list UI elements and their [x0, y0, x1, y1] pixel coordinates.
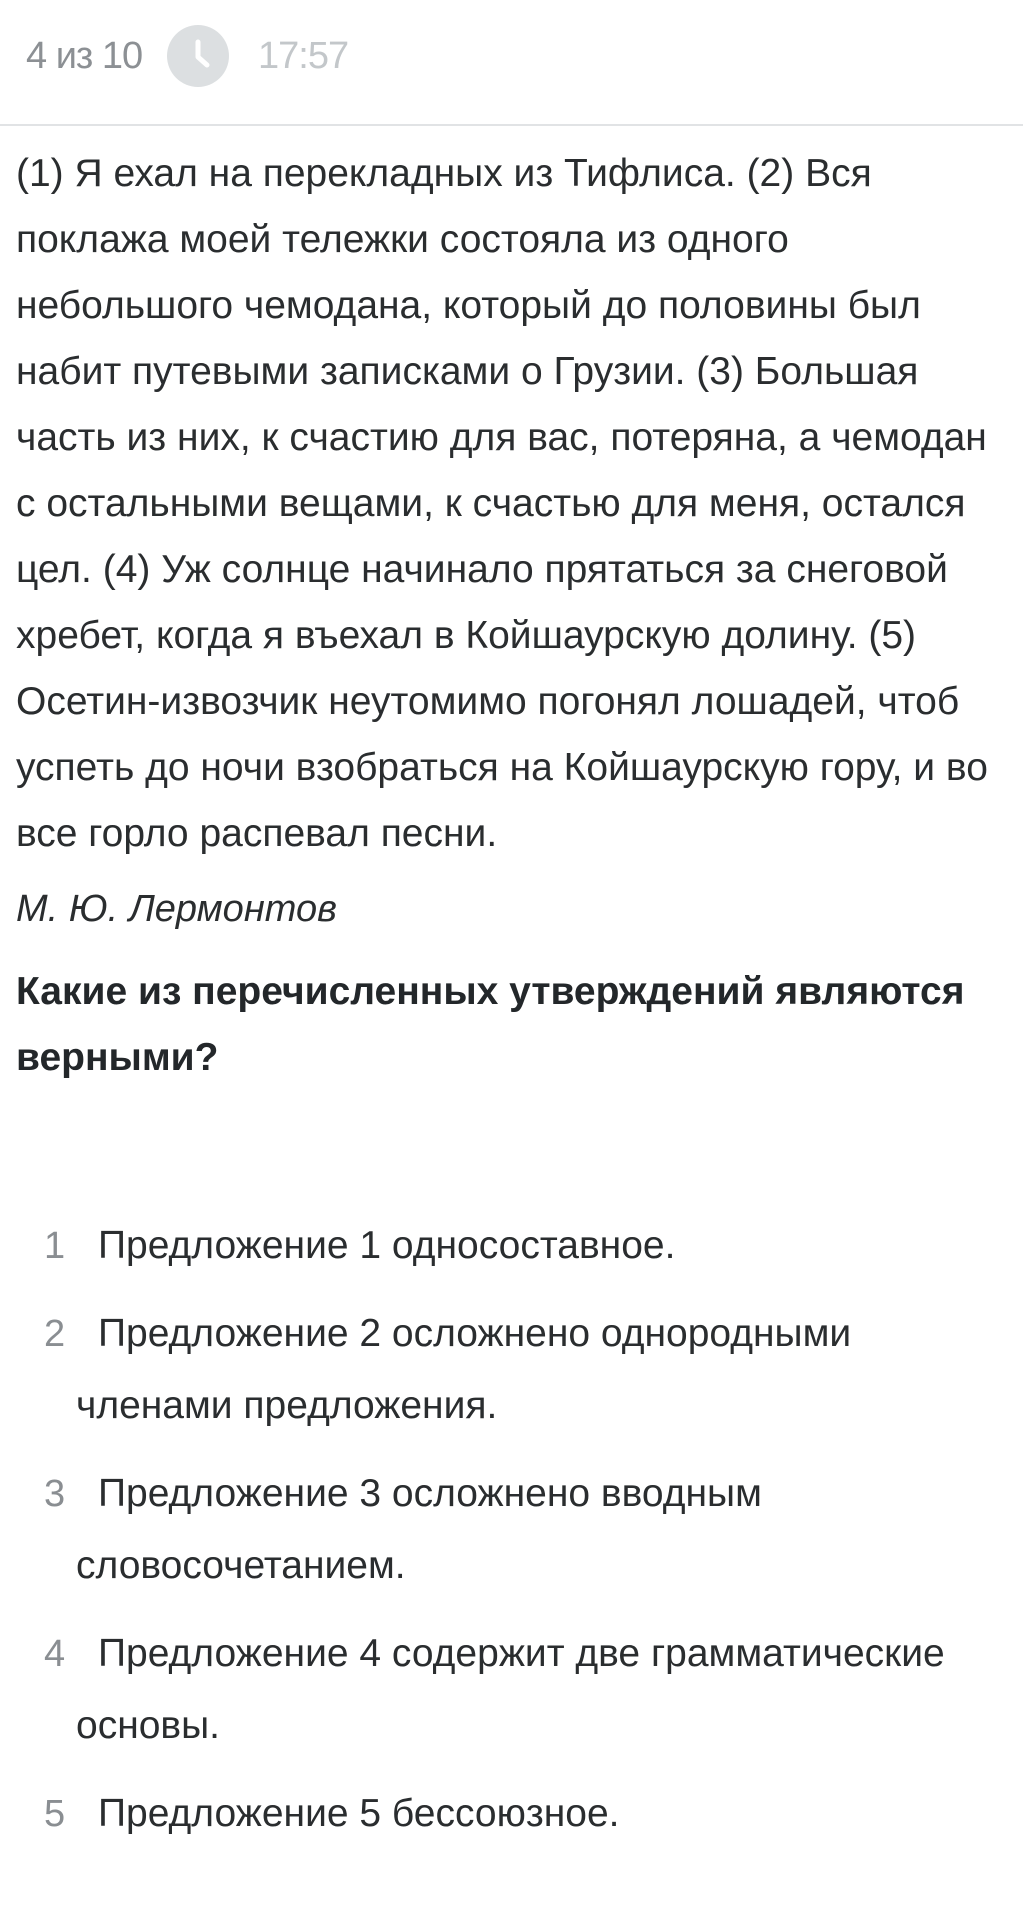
answer-option-5[interactable]	[0, 1778, 1023, 1850]
answer-option-1[interactable]	[0, 1210, 1023, 1282]
option-text: Предложение 1 односоставное.	[98, 1224, 676, 1267]
answer-option-2[interactable]	[0, 1298, 1023, 1442]
timer: 17:57	[258, 35, 349, 77]
top-bar	[0, 0, 1023, 126]
task-content	[16, 141, 1006, 1091]
option-number: 1	[44, 1225, 66, 1267]
option-text: Предложение 2 осложнено однородными членами предложения.	[76, 1312, 852, 1427]
clock-icon	[167, 25, 229, 87]
option-text: Предложение 4 содержит две грамматические основы.	[76, 1632, 945, 1747]
option-text: Предложение 5 бессоюзное.	[98, 1792, 620, 1835]
option-number: 5	[44, 1793, 66, 1835]
option-text: Предложение 3 осложнено вводным словосочетанием.	[76, 1472, 762, 1587]
option-number: 3	[44, 1473, 66, 1515]
option-number: 2	[44, 1313, 66, 1355]
answer-options	[0, 1210, 1023, 1850]
question-counter: 4 из 10	[26, 35, 143, 77]
answer-option-4[interactable]	[0, 1618, 1023, 1762]
option-number: 4	[44, 1633, 66, 1675]
reading-passage: (1) Я ехал на перекладных из Тифлиса. (2) Вся поклажа моей тележки состояла из одного небольшого чемодана, который до половины был набит путевыми записками о Грузии. (3) Большая часть из них, к счастию для вас, потеряна, а чемодан с остальными вещами, к счастью для меня, остался цел. (4) Уж солнце начинало прятаться за снеговой хребет, когда я въехал в Койшаурскую долину. (5) Осетин-извозчик неутомимо погонял лошадей, чтоб успеть до ночи взобраться на Койшаурскую гору, и во все горло распевал песни.	[16, 152, 988, 855]
passage-author: М. Ю. Лермонтов	[16, 888, 337, 930]
question-text: Какие из перечисленных утверждений являются верными?	[16, 970, 965, 1079]
answer-option-3[interactable]	[0, 1458, 1023, 1602]
